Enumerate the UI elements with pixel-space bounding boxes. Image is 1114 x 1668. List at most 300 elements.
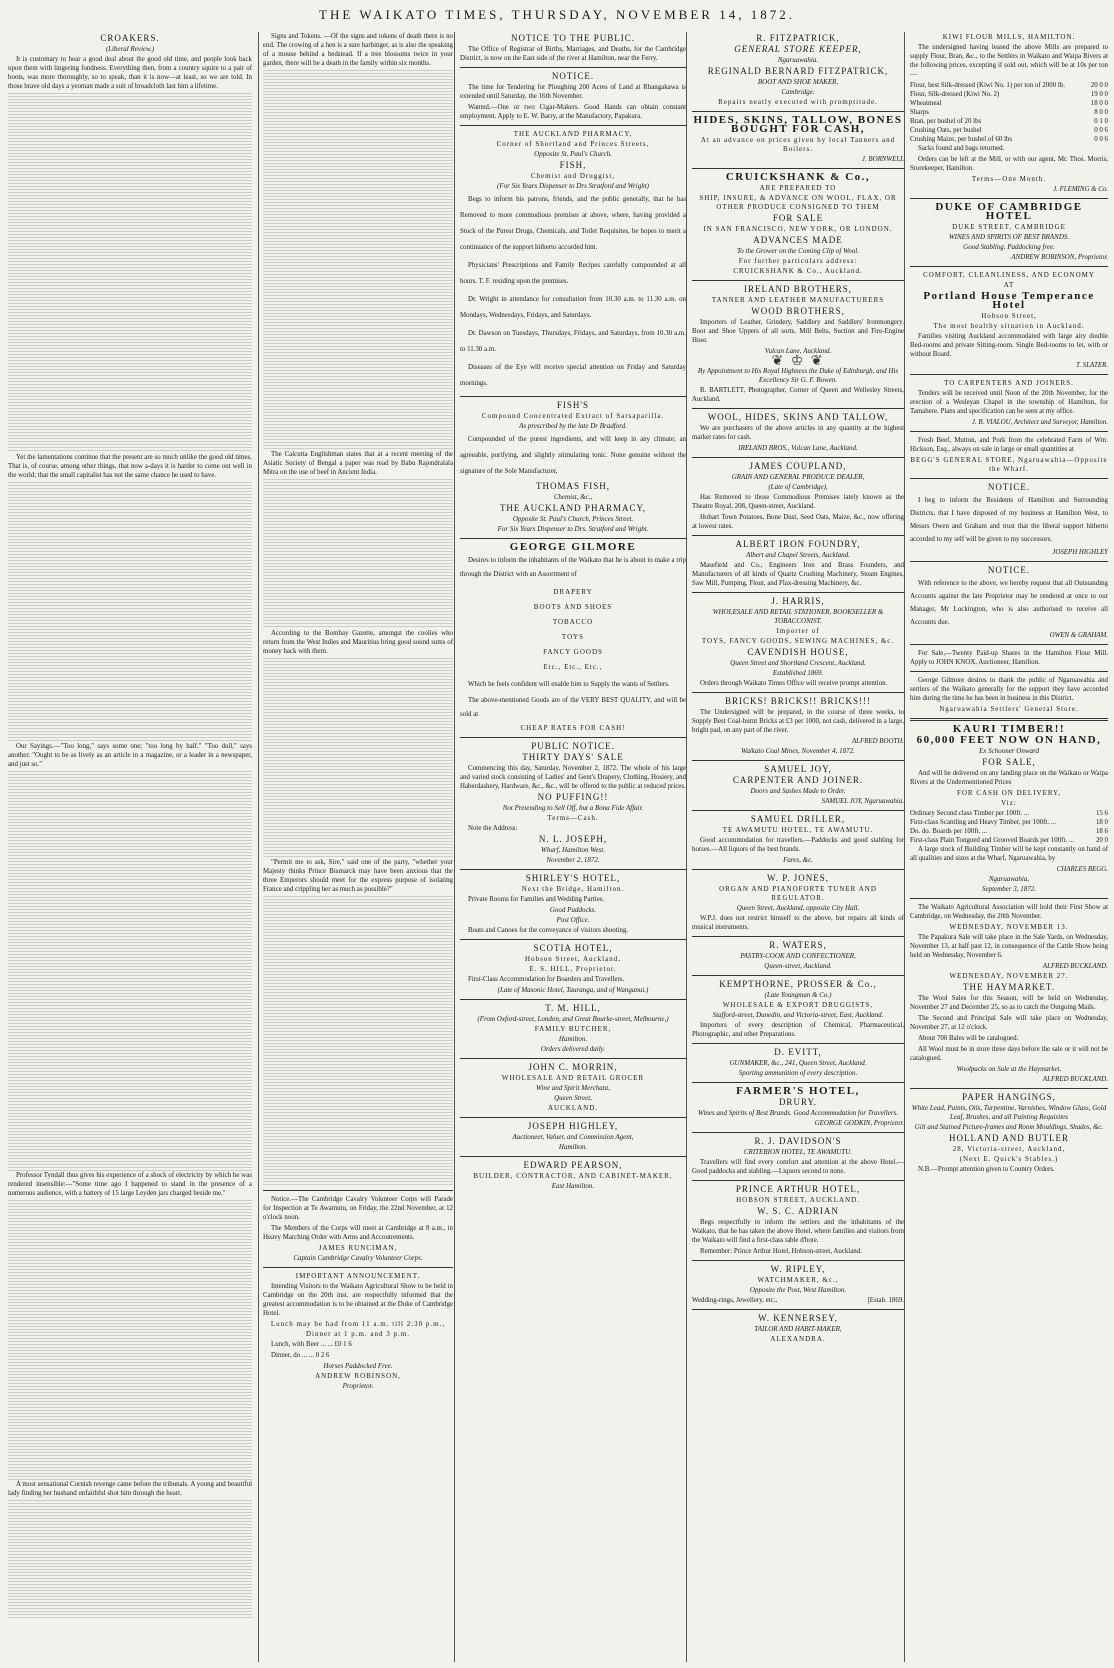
ad-text: Cambridge. xyxy=(781,88,815,96)
price-row xyxy=(910,818,1108,827)
divider xyxy=(692,1082,904,1083)
ad-heading: R. FITZPATRICK, xyxy=(756,33,840,43)
ad-text: Queen-street, Auckland. xyxy=(764,962,832,970)
ad-heading: EDWARD PEARSON, xyxy=(523,1160,623,1170)
divider xyxy=(460,1058,686,1059)
column-4 xyxy=(686,32,909,1662)
ad-text: Wedding-rings, Jewellery, etc., xyxy=(692,1297,778,1304)
divider xyxy=(910,644,1108,645)
paragraph: Our Sayings.—"Too long," says some one; "too long by half." "Too dull," says another. "Ought to be as lively as an article in a magazine, or a leader in a newspaper, and just so." xyxy=(8,743,252,768)
ad-text: With reference to the above, we hereby request that all Outstanding Accounts against the late Proprietor may be rendered at once to our Manager, Mr Lockington, who is also authorised to receive all Accounts due. xyxy=(910,580,1108,626)
ad-signature: ALFRED BUCKLAND. xyxy=(1042,963,1108,970)
ad-heading: R. J. DAVIDSON'S xyxy=(754,1136,842,1146)
ad-text: W.P.J. does not restrict himself to the above, but repairs all kinds of musical instruments. xyxy=(692,915,904,931)
divider xyxy=(692,975,904,976)
ad-text: Orders can be left at the Mill, or with our agent, Mr. Thos. Morris, Storekeeper, Hamilton. xyxy=(910,156,1108,172)
ad-text: Ex Schooner Onward xyxy=(978,747,1039,755)
ad-signature: J. BORNWELL xyxy=(861,156,904,163)
ad-heading: W. RIPLEY, xyxy=(770,1264,826,1274)
divider xyxy=(910,266,1108,267)
divider xyxy=(460,125,686,126)
ad-row xyxy=(692,1296,904,1305)
divider xyxy=(692,1309,904,1310)
ad-heading: JOHN C. MORRIN, xyxy=(528,1062,618,1072)
ad-heading: NOTICE. xyxy=(987,482,1031,492)
ad-text: Has Removed to those Commodious Premises lately known as the Theatre Royal, 208, Queen-street, Auckland. xyxy=(692,494,904,510)
ad-text: George Gilmore desires to thank the public of Ngaruawahia and settlers of the Waikato generally for the support they have accorded him during the time he has been in business in this District. xyxy=(910,677,1108,702)
ad-text: Next the Bridge, Hamilton. xyxy=(521,885,625,893)
ad-heading: WEDNESDAY, NOVEMBER 27. xyxy=(949,972,1069,980)
divider xyxy=(910,671,1108,672)
ad-heading: THE HAYMARKET. xyxy=(963,982,1055,992)
ad-text: Note the Address: xyxy=(468,825,518,832)
price-value: 20 0 xyxy=(1095,837,1108,844)
ad-heading: HIDES, SKINS, TALLOW, BONES BOUGHT FOR CASH, xyxy=(693,114,903,135)
ad-text: First-Class Accommodation for Boarders and Travellers. xyxy=(468,976,625,983)
price-item: Bran, per bushel of 20 lbs xyxy=(910,118,982,125)
ad-heading: KIWI FLOUR MILLS, HAMILTON. xyxy=(942,33,1076,41)
item-text: —Of the signs and tokens of death there is no end. The crowing of a hen is a sure harbinger, as is also the speaking of a mouse behind a bedstead. If a tree blossoms twice in your garden, there will be a death in the family within six months. xyxy=(263,33,453,67)
ad-text: Opposite St. Paul's Church. xyxy=(534,150,612,158)
announcement-title: IMPORTANT ANNOUNCEMENT. xyxy=(295,1272,421,1280)
ad-heading: THOMAS FISH, xyxy=(535,481,610,491)
ad-text: The Papakura Sale will take place in the Sale Yards, on Wednesday, November 13, at half past 12, in consequence of the Cattle Show being held on Wednesday, November 6. xyxy=(910,934,1108,959)
ad-subheading: GENERAL STORE KEEPER, xyxy=(734,44,862,54)
divider xyxy=(460,939,686,940)
column-2 xyxy=(258,32,457,1662)
ad-signature: ANDREW ROBINSON, Proprietor. xyxy=(1011,254,1108,261)
ad-text: Viz: xyxy=(1001,799,1017,807)
divider xyxy=(460,737,686,738)
price-item: First-class Plain Tongued and Grooved Boards per 100ft. ... xyxy=(910,837,1074,844)
ad-text: Hamilton. xyxy=(558,1035,588,1043)
ad-heading: FOR SALE xyxy=(772,213,824,223)
price-item: Crushing Maize, per bushel of 60 lbs xyxy=(910,136,1013,143)
ad-heading: FISH'S xyxy=(556,400,590,410)
ad-text: Dr. Wright in attendance for consultation from 10.30 a.m. to 11.30 a.m. on Mondays, Wednesdays, Fridays, and Saturdays. xyxy=(460,296,686,319)
ad-text: Ngaruawahia. xyxy=(777,56,819,64)
ad-text: Not Pretending to Sell Off, but a Bona Fide Affair. xyxy=(502,804,644,812)
ad-text: Fresh Beef, Mutton, and Pork from the celebrated Farm of Wm. Hickson, Esq., always on sale in large or small quantities at xyxy=(910,437,1108,453)
ad-heading: CRUICKSHANK & Co., xyxy=(725,171,871,183)
ad-heading: HOLLAND AND BUTLER xyxy=(949,1133,1069,1143)
ad-text: Wharf, Hamilton West. xyxy=(541,846,605,854)
ad-text: Ngaruawahia Settlers' General Store. xyxy=(939,705,1079,713)
price-item: First-class Scantling and Heavy Timber, per 100ft. ... xyxy=(910,819,1056,826)
divider xyxy=(910,718,1108,721)
divider xyxy=(692,1260,904,1261)
ad-heading: ADVANCES MADE xyxy=(753,235,843,245)
ad-text: Good Stabling. Paddocking free. xyxy=(963,243,1055,251)
price-item: Flour, Silk-dressed (Kiwi No. 2) xyxy=(910,91,1000,98)
ad-text: Post Office. xyxy=(556,916,590,924)
divider xyxy=(460,869,686,870)
ad-text: Travellers will find every comfort and attention at the above Hotel.—Good paddocks and stabling.—Liquors second to none. xyxy=(692,1159,904,1175)
divider xyxy=(692,1180,904,1181)
ad-text: Compounded of the purest ingredients, and will keep in any climate; an agreeable, purifying, and slightly stimulating tonic. None genuine without the signature of the Sole Manufacturer, xyxy=(460,436,686,475)
ad-text: Hobson Street, Auckland, xyxy=(525,955,621,963)
price-item: Wheatmeal xyxy=(910,100,942,107)
ad-heading: 60,000 FEET NOW ON HAND, xyxy=(916,734,1102,746)
ad-text: For Sale,—Twenty Paid-up Shares in the Hamilton Flour Mill. Apply to JOHN KNOX, Auctioneer, Hamilton. xyxy=(910,650,1108,666)
ad-text: Gilt and Stained Picture-frames and Room Mouldings, Shades, &c. xyxy=(914,1123,1104,1131)
price-row xyxy=(910,126,1108,135)
ad-heading: DUKE OF CAMBRIDGE HOTEL xyxy=(935,201,1083,222)
ad-signature: OWEN & GRAHAM. xyxy=(1049,632,1108,639)
ad-signature: T. SLATER. xyxy=(1076,362,1108,369)
divider xyxy=(692,760,904,761)
body-text-block xyxy=(8,1200,252,1480)
ad-heading: CAVENDISH HOUSE, xyxy=(747,647,849,657)
ad-text: Orders through Waikato Times Office will receive prompt attention. xyxy=(700,680,888,687)
column-5 xyxy=(904,32,1108,1662)
price-value: 0 1 0 xyxy=(1094,118,1108,125)
body-text-block xyxy=(8,93,252,453)
ad-heading: NOTICE. xyxy=(987,565,1031,575)
ad-heading: J. HARRIS, xyxy=(771,596,825,606)
ad-text: HOBSON STREET, AUCKLAND. xyxy=(736,1196,860,1204)
price-value: 0 0 6 xyxy=(1094,127,1108,134)
ad-text: GUNMAKER, &c., 241, Queen Street, Auckland. xyxy=(729,1059,867,1067)
ad-heading: WEDNESDAY, NOVEMBER 13. xyxy=(949,923,1069,931)
divider xyxy=(910,561,1108,562)
ad-heading: JOSEPH HIGHLEY, xyxy=(527,1121,619,1131)
ad-text: Stafford-street, Dunedin, and Victoria-street, East, Auckland. xyxy=(712,1011,884,1019)
paragraph: A most sensational Cornish revenge came before the tribunals. A young and beautiful lady finding her husband unfaithful shot him through the heart. xyxy=(8,1481,252,1497)
ad-text: Waikato Coal Mines, November 4, 1872. xyxy=(741,747,855,755)
ad-text: WINES AND SPIRITS OF BEST BRANDS. xyxy=(948,233,1070,241)
dinner-hours: Dinner at 1 p.m. and 3 p.m. xyxy=(306,1330,410,1338)
ad-text: The Wool Sales for this Season, will be held on Wednesday, November 27 and December 25, so as to catch the Outgoing Mails. xyxy=(910,995,1108,1011)
ad-text: The time for Tendering for Ploughing 200 Acres of Land at Rhangakawa is extended until Saturday, the 16th November. xyxy=(460,84,686,100)
signature: ANDREW ROBINSON, xyxy=(315,1372,401,1380)
ad-heading: W. S. C. ADRIAN xyxy=(757,1206,839,1216)
body-text-block xyxy=(263,70,453,450)
price-value: 18 0 0 xyxy=(1090,100,1108,107)
price-value: 0 0 6 xyxy=(1094,136,1108,143)
ad-text: We are purchasers of the above articles in any quantity at the highest market rates for cash. xyxy=(692,425,904,441)
ad-text: East Hamilton. xyxy=(551,1182,595,1190)
ad-text: The most healthy situation in Auckland. xyxy=(933,322,1085,330)
ad-text: Hamilton. xyxy=(558,1143,588,1151)
ad-heading: THE AUCKLAND PHARMACY, xyxy=(499,503,647,513)
goods-item: TOBACCO xyxy=(552,618,594,626)
price-row xyxy=(910,836,1108,845)
ad-signature: SAMUEL JOY, Ngaruawahia. xyxy=(821,798,904,805)
ad-heading: KEMPTHORNE, PROSSER & Co., xyxy=(719,979,877,989)
ad-text: Chemist and Druggist, xyxy=(530,172,616,180)
ad-text: The undersigned having leased the above Mills are prepared to supply Flour, Bran, &c., to the Settlers in Waikato and Waipa Rivers at the following prices, excepting if sold out, which will be at 10s per ton— xyxy=(910,44,1108,78)
ad-text: [Estab. 1869. xyxy=(867,1297,904,1304)
goods-item: BOOTS AND SHOES xyxy=(533,603,613,611)
ad-heading: NOTICE. xyxy=(551,71,595,81)
price-row xyxy=(910,108,1108,117)
ad-text: (From Oxford-street, London, and Great Bourke-street, Melbourne,) xyxy=(477,1015,669,1023)
ad-text: As prescribed by the late Dr Bradford. xyxy=(519,422,627,430)
ad-text: N.B.—Prompt attention given to Country Orders. xyxy=(918,1166,1055,1173)
ad-text: WATCHMAKER, &c., xyxy=(757,1276,839,1284)
ad-text: To the Grower on the Coming Clip of Wool. xyxy=(737,247,859,255)
ad-text: For Six Years Dispenser to Drs. Stratford and Wright. xyxy=(497,525,649,533)
ad-text: AT xyxy=(1003,281,1015,289)
ad-heading: FARMER'S HOTEL, xyxy=(736,1085,860,1097)
royal-arms-icon: ❦ ♔ ❦ xyxy=(771,354,825,369)
ad-text: Masefield and Co., Engineers Iron and Brass Founders, and Manufacturers of all kinds of Quartz Crushing Machinery, Steam Engines, Saw Mill, Pumping, Flour, and Flax-dressing Machinery, &c. xyxy=(692,562,904,587)
ad-text: IRELAND BROS., Vulcan Lane, Auckland. xyxy=(738,444,858,452)
announcement-text: Intending Visitors to the Waikato Agricultural Show to be held in Cambridge on the 20th inst. are respectfully informed that the greatest accommodation is to be obtained at the Duke of Cambridge Hotel. xyxy=(263,1283,453,1317)
ad-text: Chemist, &c., xyxy=(553,493,593,501)
ad-text: Opposite St. Paul's Church, Princes Street. xyxy=(512,515,634,523)
ad-signature: JOSEPH HIGHLEY xyxy=(1052,549,1108,556)
divider xyxy=(910,198,1108,199)
ad-heading: SAMUEL DRILLER, xyxy=(750,814,846,824)
ad-signature: GEORGE GODKIN, Proprietor. xyxy=(814,1120,904,1127)
goods-item: FANCY GOODS xyxy=(543,648,603,656)
ad-text: A large stock of Building Timber will be kept constantly on hand of all qualities and sizes at the Wharf, Ngaruawahia, by xyxy=(910,846,1108,862)
ad-text: Private Rooms for Families and Wedding Parties. xyxy=(468,896,605,903)
notice-ad xyxy=(263,1195,453,1222)
ad-text: (Late Youngman & Co.) xyxy=(764,991,832,999)
divider xyxy=(910,478,1108,479)
ad-text: Boats and Canoes for the conveyance of visitors shooting. xyxy=(468,927,629,934)
divider xyxy=(460,67,686,68)
ad-heading: W. P. JONES, xyxy=(767,873,829,883)
paragraph: The Calcutta Englishman states that at a recent meeting of the Asiatic Society of Bengal a paper was read by Babu Rajendralala Mitra on the use of beef in Ancient India. xyxy=(263,451,453,476)
ad-text: AUCKLAND. xyxy=(547,1104,599,1112)
price-line: Lunch, with Beer ... ... £0 1 6 xyxy=(271,1341,352,1348)
ad-heading: W. KENNERSEY, xyxy=(758,1313,838,1323)
ad-heading: IRELAND BROTHERS, xyxy=(743,284,852,294)
ad-heading: WOOL, HIDES, SKINS AND TALLOW, xyxy=(707,412,889,422)
ad-heading: FISH, xyxy=(559,160,587,170)
ad-text: Importers of Leather, Grindery, Saddlery and Saddlers' Ironmongery. Boot and Shoe Uppers of all sorts. Mill Belts, Suction and Fire-Engine Hose. xyxy=(692,319,904,344)
price-row xyxy=(910,99,1108,108)
ad-heading: R. WATERS, xyxy=(769,940,827,950)
ad-text: Families visiting Auckland accommodated with large airy double Bed-rooms and private Sitting-room. Single Bed-rooms to let, with or without Board. xyxy=(910,333,1108,358)
ad-heading: BRICKS! BRICKS!! BRICKS!!! xyxy=(724,696,871,706)
ad-text: Terms—One Month. xyxy=(971,175,1047,183)
ad-heading: WOOD BROTHERS, xyxy=(751,306,845,316)
divider xyxy=(460,1156,686,1157)
ad-text: About 700 Bales will be catalogued. xyxy=(918,1035,1019,1042)
body-text-block xyxy=(263,479,453,629)
ad-text: SHIP, INSURE, & ADVANCE ON WOOL, FLAX, OR OTHER PRODUCE CONSIGNED TO THEM xyxy=(699,194,897,211)
ad-text: November 2, 1872. xyxy=(546,856,600,864)
body-text-block xyxy=(8,1500,252,1620)
ad-text: Good Paddocks. xyxy=(549,906,597,914)
ad-text: FOR CASH ON DELIVERY, xyxy=(956,789,1062,797)
divider xyxy=(460,999,686,1000)
ad-heading: SAMUEL JOY, xyxy=(764,764,832,774)
ad-heading: PUBLIC NOTICE. xyxy=(531,741,615,751)
ad-text: Ngaruawahia, xyxy=(988,875,1030,883)
ad-heading: NOTICE TO THE PUBLIC. xyxy=(510,33,635,43)
ad-text: Importers of every description of Chemical, Pharmaceutical, Photographic, and other Preparations. xyxy=(692,1022,904,1038)
ad-text: Hobart Town Potatoes, Bone Dust, Seed Oats, Maize, &c., now offering at lowest rates. xyxy=(692,514,904,530)
ad-text: Fares, &c. xyxy=(783,856,813,864)
price-row xyxy=(910,809,1108,818)
ad-text: The Office of Registrar of Births, Marriages, and Deaths, for the Cambridge District, is now on the East side of the river at Hamilton, near the Ferry. xyxy=(460,46,686,62)
divider xyxy=(692,592,904,593)
ad-text: TOYS, FANCY GOODS, SEWING MACHINES, &c. xyxy=(701,637,895,645)
price-row xyxy=(910,90,1108,99)
ad-text: Sacks found and bags returned. xyxy=(918,145,1005,152)
ad-text: Wines and Spirits of Best Brands. Good Accommodation for Travellers. xyxy=(698,1109,898,1117)
divider xyxy=(692,936,904,937)
column-3 xyxy=(454,32,691,1662)
ad-text: Auctioneer, Valuer, and Commission Agent, xyxy=(512,1133,634,1141)
ad-text: Dr. Dawson on Tuesdays, Thursdays, Fridays, and Saturdays, from 10.30 a.m. to 11.30 a.m. xyxy=(460,330,686,353)
ad-text: Woolpacks on Sale at the Haymarket. xyxy=(956,1065,1062,1073)
ad-text: Established 1869. xyxy=(772,669,824,677)
ad-text: GRAIN AND GENERAL PRODUCE DEALER, xyxy=(731,473,865,481)
ad-heading: N. L. JOSEPH, xyxy=(538,834,608,844)
ad-text: Corner of Shortland and Princes Streets, xyxy=(496,140,650,148)
divider xyxy=(692,111,904,112)
signature: JAMES RUNCIMAN, xyxy=(318,1244,398,1252)
ad-heading: JAMES COUPLAND, xyxy=(749,461,847,471)
ad-text: Begs respectfully to inform the settlers and the inhabitants of the Waikato, that he has taken the above Hotel, where families and visitors from the Waikato will find a first-class table d'hote. xyxy=(692,1219,904,1244)
ad-text: TE AWAMUTU HOTEL, TE AWAMUTU. xyxy=(722,826,874,834)
paragraph: According to the Bombay Gazette, amongst the coolies who return from the West Indies and Mauritius bring good sound sums of money back with them. xyxy=(263,630,453,655)
ad-text: (Late of Cambridge), xyxy=(768,483,828,491)
goods-item: DRAPERY xyxy=(553,588,593,596)
ad-text: FAMILY BUTCHER, xyxy=(534,1025,612,1033)
ad-heading: CHEAP RATES FOR CASH! xyxy=(520,724,626,732)
ad-heading: Portland House Temperance Hotel xyxy=(923,290,1095,311)
divider xyxy=(692,457,904,458)
ad-text: Vulcan Lane, Auckland. xyxy=(764,347,832,355)
ad-heading: SHIRLEY'S HOTEL, xyxy=(525,873,621,883)
price-value: 18 0 xyxy=(1095,819,1108,826)
price-row xyxy=(910,81,1108,90)
ad-text: ORGAN AND PIANOFORTE TUNER AND REGULATOR. xyxy=(719,885,877,902)
divider xyxy=(910,1088,1108,1089)
ad-text: Commencing this day, Saturday, November 2, 1872. The whole of his large and varied stock consisting of Ladies' and Gent's Drapery, Clothing, Hosiery, and Haberdashery, Hardware, &c., &c., will be offered to the public at reduced prices. xyxy=(460,765,686,790)
ad-text: (Next E. Quick's Stables.) xyxy=(959,1155,1059,1163)
masthead: THE WAIKATO TIMES, THURSDAY, NOVEMBER 14, 1872. xyxy=(319,7,795,22)
price-value: 19 0 0 xyxy=(1090,91,1108,98)
ad-text: White Lead, Paints, Oils, Turpentine, Varnishes, Window Glass, Gold Leaf, Brushes, and all Painting Requisites xyxy=(911,1104,1107,1121)
ad-text: ALEXANDRA. xyxy=(770,1335,826,1343)
ad-heading: PRINCE ARTHUR HOTEL, xyxy=(735,1184,861,1194)
lunch-hours: Lunch may be had from 11 a.m. till 2:30 p.m., xyxy=(270,1320,446,1328)
price-item: Sharps xyxy=(910,109,929,116)
ad-text: CRITERION HOTEL, TE AWAMUTU. xyxy=(743,1148,853,1156)
ad-text: Opposite the Post, West Hamilton. xyxy=(749,1286,847,1294)
ad-text: Physicians' Prescriptions and Family Recipes carefully compounded at all hours. T. F. residing upon the premises. xyxy=(460,262,686,285)
ad-text: 28, Victoria-street, Auckland, xyxy=(952,1145,1066,1153)
price-row xyxy=(910,117,1108,126)
price-line: Dinner, do ... ... 0 2 6 xyxy=(271,1352,330,1359)
divider xyxy=(460,538,686,539)
columns xyxy=(8,32,1108,1662)
ad-signature: J. FLEMING & Co. xyxy=(1053,186,1108,193)
ad-text: TANNER AND LEATHER MANUFACTURERS xyxy=(711,296,885,304)
body-text-block xyxy=(263,658,453,858)
ad-text: Orders delivered daily. xyxy=(540,1045,606,1053)
horses-note: Horses Paddocked Free. xyxy=(323,1362,393,1370)
ad-text: By Appointment to His Royal Highness the Duke of Edinburgh, and His Excellency Sir G. F. Bowen. xyxy=(697,367,899,384)
ad-text: For further particulars address: xyxy=(738,257,858,265)
ad-text: All Wool must be in store three days before the sale or it will not be catalogued. xyxy=(910,1046,1108,1062)
ad-heading: ALBERT IRON FOUNDRY, xyxy=(735,539,861,549)
price-row xyxy=(910,135,1108,144)
ad-text: September 3, 1872. xyxy=(981,885,1037,893)
paragraph: Yet the lamentations continue that the present are so much unlike the good old times. That is, of course, among other things, that now a-days it is harder to come out well in the world; that the small capitalist has not the same chance he used to have. xyxy=(8,454,252,479)
ad-signature: ALFRED BOOTH. xyxy=(851,738,904,745)
ad-text: The Waikato Agricultural Association will hold their First Show at Cambridge, on Wednesday, the 20th November. xyxy=(910,904,1108,920)
ad-text: Desires to inform the inhabitants of the Waikato that he is about to make a trip through the District with an Assortment of xyxy=(460,557,686,578)
divider xyxy=(692,810,904,811)
price-value: 18 6 xyxy=(1095,828,1108,835)
notice-title: Notice. xyxy=(271,1196,292,1203)
body-text-block xyxy=(263,896,453,1186)
ad-heading: COMFORT, CLEANLINESS, AND ECONOMY xyxy=(923,271,1095,279)
ad-text: Importer of xyxy=(776,627,820,635)
ad-heading: GEORGE GILMORE xyxy=(509,541,637,553)
ad-text: Doors and Sashes Made to Order. xyxy=(750,787,846,795)
ad-text: (Late of Masonic Hotel, Tauranga, and of Wanganui.) xyxy=(497,986,649,994)
ad-signature: ALFRED BUCKLAND. xyxy=(1042,1076,1108,1083)
ad-text: And will be delivered on any landing place on the Waikato or Waipa Rivers at the Undermentioned Prices xyxy=(910,770,1108,786)
divider xyxy=(692,692,904,693)
ad-text: Queen Street and Shortland Crescent, Auckland. xyxy=(730,659,866,667)
ad-text: R. BARTLETT, Photographer, Corner of Queen and Wellesley Streets, Auckland. xyxy=(692,387,904,403)
goods-item: TOYS xyxy=(561,633,585,641)
paragraph: "Permit me to ask, Sire," said one of the party, "whether your Majesty thinks Prince Bismarck may have been anxious that the three Emperors should meet for the express purpose of isolating France and crippling her as much as possible?" xyxy=(263,859,453,893)
signature-title: Proprietor. xyxy=(342,1382,374,1390)
price-item: Flour, best Silk-dressed (Kiwi No. 1) per ton of 2000 lb. xyxy=(910,82,1065,89)
ad-text: (For Six Years Dispenser to Drs Stratford and Wright) xyxy=(497,182,649,190)
ad-text: IN SAN FRANCISCO, NEW YORK, OR LONDON. xyxy=(703,225,893,233)
price-item: Crushing Oats, per bushel xyxy=(910,127,982,134)
divider xyxy=(692,535,904,536)
paragraph xyxy=(263,32,453,68)
item-title: Signs and Tokens. xyxy=(271,33,322,40)
ad-text: Sporting ammunition of every description. xyxy=(738,1069,858,1077)
ad-text: Wanted,—One or two Cigar-Makers. Good Hands can obtain constant employment. Apply to E. W. Barry, at the Manufactory, Papakura. xyxy=(460,104,686,120)
ad-heading: T. M. HILL, xyxy=(545,1003,601,1013)
ad-text: CRUICKSHANK & Co., Auckland. xyxy=(733,267,863,275)
article-title: CROAKERS. xyxy=(100,33,160,43)
divider xyxy=(692,280,904,281)
divider xyxy=(692,408,904,409)
column-1 xyxy=(8,32,256,1662)
divider xyxy=(692,1132,904,1133)
ad-heading: NO PUFFING!! xyxy=(537,792,609,802)
signature-title: Captain Cambridge Cavalry Volunteer Corps. xyxy=(293,1254,423,1262)
ad-heading: FOR SALE, xyxy=(982,757,1036,767)
ad-heading: DRURY. xyxy=(778,1097,818,1107)
ad-text: WHOLESALE AND RETAIL GROCER xyxy=(501,1074,645,1082)
divider xyxy=(910,374,1108,375)
ad-text: BUILDER, CONTRACTOR, AND CABINET-MAKER, xyxy=(473,1172,673,1180)
ad-text: Queen Street, Auckland, opposite City Hall. xyxy=(736,904,860,912)
ad-text: Tenders will be received until Noon of the 20th November, for the erection of a Wesleyan Chapel in the township of Hamilton, for Tamahere. Plans and specification can be seen at my office. xyxy=(910,390,1108,415)
ad-text: BOOT AND SHOE MAKER, xyxy=(757,78,839,86)
ad-text: Wine and Spirit Merchant, xyxy=(535,1084,610,1092)
ad-signature: J. B. VIALOU, Architect and Surveyor, Hamilton. xyxy=(971,419,1108,426)
divider xyxy=(692,168,904,169)
ad-text: I beg to inform the Residents of Hamilton and Surrounding Districts, that I have disposed of my business at Hamilton West, to Messrs Owen and Graham and trust that the liberal support hitherto accorded to my self will be given to my successors. xyxy=(910,497,1108,543)
ad-text: At an advance on prices given by local Tanners and Boilers. xyxy=(700,136,896,153)
price-item: Ordinary Second class Timber per 100ft. ... xyxy=(910,810,1030,817)
ad-heading: TO CARPENTERS AND JOINERS. xyxy=(944,379,1074,387)
ad-text: Repairs neatly executed with promptitude. xyxy=(718,98,878,106)
paragraph: It is customary to hear a good deal about the good old time, and people look back upon them with lingering fondness. Everything then, from a country squire to a pair of boots, was more thoroughly, so to speak, than it is now—at least, so we are told. In those brave old days a yeoman made a suit of broadcloth last him a lifetime. xyxy=(8,56,252,90)
ad-text: Begs to inform his patrons, friends, and the public generally, that he has Removed to more commodious premises at above, where, having provided a Stock of the Purest Drugs, Chemicals, and Toilet Requisites, he hopes to merit a continuance of the support hitherto accorded him. xyxy=(460,196,686,251)
